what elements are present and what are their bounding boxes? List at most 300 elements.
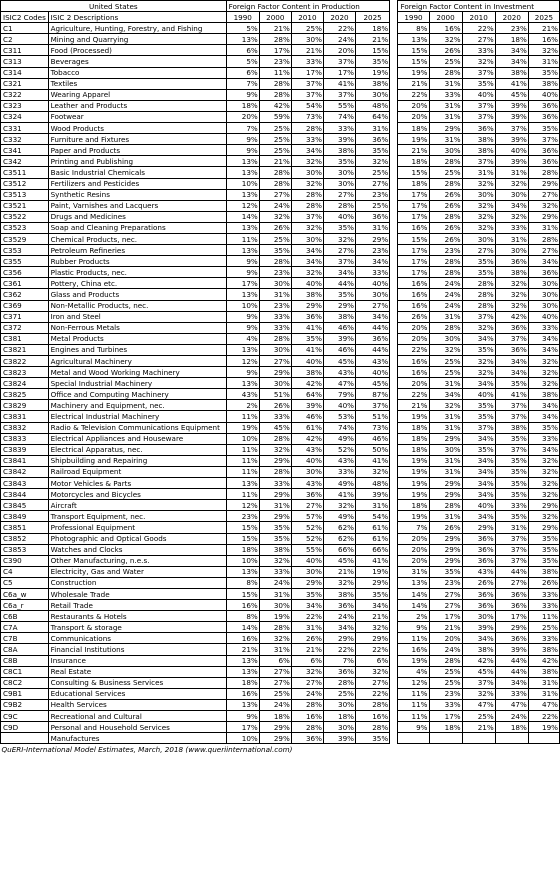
- investment-value-cell: 27%: [462, 34, 495, 45]
- table-body: [1, 23, 560, 744]
- production-value-cell: 11%: [226, 455, 259, 466]
- investment-value-cell: 39%: [495, 156, 528, 167]
- production-value-cell: 15%: [226, 533, 259, 544]
- production-value-cell: 6%: [226, 45, 259, 56]
- production-value-cell: 34%: [291, 256, 323, 267]
- production-value-cell: 28%: [259, 34, 291, 45]
- production-value-cell: 34%: [356, 600, 390, 611]
- table-row: [1, 733, 560, 744]
- description-cell: Watches and Clocks: [48, 544, 226, 555]
- isic-code-cell: C372: [1, 322, 49, 333]
- production-value-cell: 37%: [323, 256, 355, 267]
- investment-value-cell: 47%: [462, 699, 495, 710]
- investment-value-cell: 30%: [429, 145, 462, 156]
- investment-value-cell: 42%: [495, 311, 528, 322]
- investment-value-cell: 28%: [429, 256, 462, 267]
- gap-cell: [390, 699, 398, 710]
- production-value-cell: 40%: [356, 278, 390, 289]
- production-value-cell: 12%: [226, 500, 259, 511]
- investment-value-cell: 34%: [495, 367, 528, 378]
- production-value-cell: 27%: [291, 677, 323, 688]
- investment-value-cell: 32%: [462, 367, 495, 378]
- table-row: [1, 588, 560, 599]
- production-value-cell: 31%: [259, 644, 291, 655]
- production-value-cell: 43%: [291, 444, 323, 455]
- investment-value-cell: 28%: [528, 233, 559, 244]
- investment-value-cell: 17%: [495, 611, 528, 622]
- investment-value-cell: 41%: [495, 389, 528, 400]
- investment-value-cell: 32%: [528, 367, 559, 378]
- investment-value-cell: 28%: [429, 322, 462, 333]
- production-value-cell: 30%: [323, 699, 355, 710]
- year-header: 2000: [259, 12, 291, 23]
- investment-value-cell: 28%: [429, 267, 462, 278]
- production-value-cell: 41%: [356, 555, 390, 566]
- isic-code-cell: C8B: [1, 655, 49, 666]
- description-cell: Retail Trade: [48, 600, 226, 611]
- gap-cell: [390, 200, 398, 211]
- production-value-cell: 9%: [226, 311, 259, 322]
- production-value-cell: 35%: [323, 156, 355, 167]
- gap-cell: [390, 300, 398, 311]
- gap-cell: [390, 611, 398, 622]
- investment-value-cell: 21%: [528, 23, 559, 34]
- production-value-cell: 17%: [259, 45, 291, 56]
- production-value-cell: 7%: [226, 78, 259, 89]
- production-value-cell: 33%: [323, 123, 355, 134]
- gap-cell: [390, 34, 398, 45]
- investment-value-cell: 38%: [462, 134, 495, 145]
- investment-value-cell: 31%: [429, 378, 462, 389]
- investment-value-cell: 32%: [495, 178, 528, 189]
- production-value-cell: 29%: [259, 367, 291, 378]
- production-value-cell: 24%: [259, 200, 291, 211]
- investment-value-cell: 45%: [462, 666, 495, 677]
- gap-cell: [390, 455, 398, 466]
- production-value-cell: 36%: [356, 211, 390, 222]
- production-value-cell: 29%: [259, 489, 291, 500]
- production-value-cell: 29%: [323, 633, 355, 644]
- isic-code-cell: C3529: [1, 233, 49, 244]
- investment-value-cell: 21%: [398, 400, 429, 411]
- investment-value-cell: 37%: [462, 67, 495, 78]
- investment-value-cell: 30%: [462, 611, 495, 622]
- investment-value-cell: 27%: [528, 245, 559, 256]
- gap-cell: [390, 655, 398, 666]
- gap-cell: [390, 178, 398, 189]
- investment-value-cell: 20%: [398, 333, 429, 344]
- isic-code-cell: C3831: [1, 411, 49, 422]
- investment-value-cell: 27%: [429, 588, 462, 599]
- gap-cell: [390, 123, 398, 134]
- investment-value-cell: 26%: [429, 45, 462, 56]
- production-group-header: Foreign Factor Content in Production: [226, 1, 390, 12]
- description-cell: Wholesale Trade: [48, 588, 226, 599]
- production-value-cell: 25%: [356, 200, 390, 211]
- table-row: [1, 156, 560, 167]
- investment-value-cell: 41%: [495, 78, 528, 89]
- investment-value-cell: 18%: [398, 422, 429, 433]
- production-value-cell: 27%: [356, 677, 390, 688]
- table-row: [1, 644, 560, 655]
- production-value-cell: 46%: [356, 433, 390, 444]
- description-cell: Manufactures: [48, 733, 226, 744]
- investment-value-cell: 30%: [462, 233, 495, 244]
- investment-value-cell: 30%: [528, 289, 559, 300]
- isic-code-cell: C9C: [1, 711, 49, 722]
- gap-cell: [390, 478, 398, 489]
- table-row: [1, 367, 560, 378]
- description-cell: Beverages: [48, 56, 226, 67]
- isic-code-cell: C3839: [1, 444, 49, 455]
- investment-value-cell: 30%: [528, 300, 559, 311]
- investment-value-cell: 32%: [429, 34, 462, 45]
- production-value-cell: 11%: [226, 466, 259, 477]
- investment-value-cell: 18%: [495, 34, 528, 45]
- investment-value-cell: 31%: [429, 311, 462, 322]
- isic-code-cell: C3513: [1, 189, 49, 200]
- production-value-cell: 41%: [291, 344, 323, 355]
- isic-code-cell: C353: [1, 245, 49, 256]
- investment-value-cell: 26%: [429, 189, 462, 200]
- investment-value-cell: 16%: [398, 644, 429, 655]
- gap-cell: [390, 322, 398, 333]
- isic-code-cell: C362: [1, 289, 49, 300]
- investment-value-cell: 27%: [429, 600, 462, 611]
- investment-value-cell: 23%: [429, 577, 462, 588]
- investment-value-cell: 34%: [495, 56, 528, 67]
- investment-value-cell: 28%: [462, 289, 495, 300]
- isic-code-cell: C361: [1, 278, 49, 289]
- isic-code-cell: C331: [1, 123, 49, 134]
- production-value-cell: 28%: [291, 123, 323, 134]
- investment-value-cell: 18%: [398, 500, 429, 511]
- investment-value-cell: 37%: [495, 544, 528, 555]
- investment-value-cell: 35%: [495, 378, 528, 389]
- year-header: 1990: [226, 12, 259, 23]
- production-value-cell: 23%: [259, 56, 291, 67]
- production-value-cell: 54%: [356, 511, 390, 522]
- investment-value-cell: 38%: [495, 267, 528, 278]
- investment-value-cell: 19%: [398, 478, 429, 489]
- production-value-cell: 33%: [259, 566, 291, 577]
- production-value-cell: 32%: [323, 500, 355, 511]
- investment-value-cell: 11%: [398, 633, 429, 644]
- investment-value-cell: 26%: [429, 200, 462, 211]
- production-value-cell: 42%: [291, 378, 323, 389]
- production-value-cell: 17%: [226, 278, 259, 289]
- production-value-cell: 26%: [259, 222, 291, 233]
- production-value-cell: 28%: [259, 333, 291, 344]
- table-row: [1, 378, 560, 389]
- investment-value-cell: 33%: [495, 688, 528, 699]
- investment-value-cell: 2%: [398, 611, 429, 622]
- isic-code-cell: C3521: [1, 200, 49, 211]
- production-value-cell: 28%: [323, 677, 355, 688]
- production-value-cell: 34%: [323, 622, 355, 633]
- investment-value-cell: 32%: [528, 489, 559, 500]
- description-cell: Personal and Household Services: [48, 722, 226, 733]
- production-value-cell: 29%: [259, 722, 291, 733]
- production-value-cell: 9%: [226, 711, 259, 722]
- investment-value-cell: 44%: [495, 666, 528, 677]
- description-cell: Special Industrial Machinery: [48, 378, 226, 389]
- investment-value-cell: 36%: [528, 156, 559, 167]
- investment-value-cell: 17%: [429, 711, 462, 722]
- production-value-cell: 34%: [291, 145, 323, 156]
- investment-value-cell: 36%: [528, 267, 559, 278]
- production-value-cell: 33%: [259, 311, 291, 322]
- production-value-cell: 47%: [323, 378, 355, 389]
- production-value-cell: 10%: [226, 178, 259, 189]
- gap-cell: [390, 722, 398, 733]
- production-value-cell: 24%: [259, 577, 291, 588]
- table-row: [1, 455, 560, 466]
- production-value-cell: 19%: [259, 611, 291, 622]
- production-value-cell: 38%: [259, 544, 291, 555]
- description-cell: Transport Equipment, nec.: [48, 511, 226, 522]
- production-value-cell: 87%: [356, 389, 390, 400]
- isic-code-cell: C3853: [1, 544, 49, 555]
- isic-code-cell: C7A: [1, 622, 49, 633]
- investment-value-cell: 39%: [495, 111, 528, 122]
- gap-cell: [390, 67, 398, 78]
- investment-value-cell: 29%: [429, 489, 462, 500]
- production-value-cell: 30%: [259, 378, 291, 389]
- investment-value-cell: 32%: [528, 511, 559, 522]
- investment-value-cell: 26%: [429, 233, 462, 244]
- isic-code-cell: C9D: [1, 722, 49, 733]
- isic-code-cell: C8A: [1, 644, 49, 655]
- production-value-cell: 46%: [323, 344, 355, 355]
- production-value-cell: 32%: [356, 466, 390, 477]
- production-value-cell: 40%: [356, 367, 390, 378]
- production-value-cell: 45%: [323, 356, 355, 367]
- production-value-cell: 28%: [259, 622, 291, 633]
- production-value-cell: 32%: [259, 211, 291, 222]
- investment-value-cell: 28%: [528, 167, 559, 178]
- investment-value-cell: 36%: [495, 633, 528, 644]
- investment-value-cell: 45%: [495, 89, 528, 100]
- description-cell: Aircraft: [48, 500, 226, 511]
- gap-cell: [390, 533, 398, 544]
- isic-code-cell: C3825: [1, 389, 49, 400]
- investment-value-cell: 26%: [462, 577, 495, 588]
- production-value-cell: 25%: [259, 123, 291, 134]
- investment-value-cell: 32%: [495, 300, 528, 311]
- investment-value-cell: 9%: [398, 722, 429, 733]
- description-cell: Restaurants & Hotels: [48, 611, 226, 622]
- investment-value-cell: 28%: [429, 156, 462, 167]
- investment-value-cell: 18%: [398, 433, 429, 444]
- investment-value-cell: 15%: [398, 167, 429, 178]
- table-row: [1, 356, 560, 367]
- table-row: [1, 699, 560, 710]
- production-value-cell: 4%: [226, 333, 259, 344]
- description-cell: Communications: [48, 633, 226, 644]
- investment-value-cell: 42%: [528, 655, 559, 666]
- production-value-cell: 74%: [323, 422, 355, 433]
- production-value-cell: 21%: [226, 644, 259, 655]
- gap-cell: [390, 600, 398, 611]
- production-value-cell: 40%: [291, 278, 323, 289]
- isic-code-cell: C314: [1, 67, 49, 78]
- description-cell: Railroad Equipment: [48, 466, 226, 477]
- production-value-cell: 2%: [226, 400, 259, 411]
- investment-value-cell: 18%: [429, 722, 462, 733]
- investment-value-cell: 19%: [398, 455, 429, 466]
- investment-value-cell: 34%: [462, 511, 495, 522]
- investment-value-cell: 19%: [398, 489, 429, 500]
- description-cell: Petroleum Refineries: [48, 245, 226, 256]
- gap-cell: [390, 511, 398, 522]
- investment-value-cell: 36%: [462, 533, 495, 544]
- investment-value-cell: 40%: [462, 389, 495, 400]
- investment-value-cell: 31%: [528, 688, 559, 699]
- investment-value-cell: 33%: [528, 588, 559, 599]
- gap-cell: [390, 356, 398, 367]
- gap-cell: [390, 100, 398, 111]
- investment-value-cell: 35%: [462, 411, 495, 422]
- production-value-cell: 16%: [226, 600, 259, 611]
- investment-value-cell: 32%: [528, 455, 559, 466]
- table-row: [1, 433, 560, 444]
- table-row: [1, 600, 560, 611]
- production-value-cell: 22%: [356, 644, 390, 655]
- production-value-cell: 29%: [259, 511, 291, 522]
- table-row: [1, 633, 560, 644]
- table-row: [1, 222, 560, 233]
- production-value-cell: 53%: [323, 411, 355, 422]
- table-row: [1, 145, 560, 156]
- isic-code-cell: C3512: [1, 178, 49, 189]
- production-value-cell: 36%: [323, 666, 355, 677]
- production-value-cell: 18%: [226, 544, 259, 555]
- production-value-cell: 30%: [291, 167, 323, 178]
- investment-value-cell: 44%: [495, 566, 528, 577]
- production-value-cell: 16%: [226, 633, 259, 644]
- gap-cell: [390, 311, 398, 322]
- investment-value-cell: 37%: [495, 555, 528, 566]
- gap-cell: [390, 56, 398, 67]
- investment-value-cell: 37%: [462, 422, 495, 433]
- investment-value-cell: 31%: [429, 134, 462, 145]
- investment-value-cell: 31%: [528, 677, 559, 688]
- investment-value-cell: 36%: [495, 344, 528, 355]
- production-value-cell: 45%: [259, 422, 291, 433]
- investment-value-cell: 19%: [398, 411, 429, 422]
- gap-cell: [390, 677, 398, 688]
- investment-value-cell: 22%: [528, 711, 559, 722]
- investment-value-cell: 32%: [429, 344, 462, 355]
- investment-value-cell: 16%: [429, 23, 462, 34]
- investment-value-cell: 35%: [462, 78, 495, 89]
- production-value-cell: 21%: [323, 566, 355, 577]
- gap-cell: [390, 544, 398, 555]
- description-cell: Radio & Television Communications Equipment: [48, 422, 226, 433]
- description-cell: Other Manufacturing, n.e.s.: [48, 555, 226, 566]
- production-value-cell: 35%: [356, 588, 390, 599]
- investment-value-cell: 20%: [398, 378, 429, 389]
- investment-value-cell: 31%: [429, 78, 462, 89]
- investment-value-cell: 24%: [429, 278, 462, 289]
- gap-cell: [390, 389, 398, 400]
- gap-cell: [390, 189, 398, 200]
- production-value-cell: 28%: [356, 699, 390, 710]
- investment-value-cell: 37%: [462, 100, 495, 111]
- production-value-cell: 17%: [291, 67, 323, 78]
- production-value-cell: 25%: [291, 23, 323, 34]
- gap-cell: [390, 522, 398, 533]
- production-value-cell: 13%: [226, 245, 259, 256]
- investment-value-cell: 17%: [398, 245, 429, 256]
- investment-value-cell: 26%: [429, 522, 462, 533]
- investment-value-cell: 28%: [429, 178, 462, 189]
- production-value-cell: 21%: [259, 156, 291, 167]
- isic-code-cell: C4: [1, 566, 49, 577]
- production-value-cell: 52%: [291, 522, 323, 533]
- gap-cell: [390, 422, 398, 433]
- production-value-cell: 9%: [226, 134, 259, 145]
- description-cell: Basic Industrial Chemicals: [48, 167, 226, 178]
- investment-value-cell: 36%: [495, 322, 528, 333]
- gap-cell: [390, 588, 398, 599]
- investment-value-cell: 34%: [495, 356, 528, 367]
- gap-cell: [390, 566, 398, 577]
- investment-value-cell: 21%: [398, 145, 429, 156]
- production-value-cell: 32%: [356, 156, 390, 167]
- investment-value-cell: 37%: [495, 123, 528, 134]
- investment-value-cell: 37%: [462, 311, 495, 322]
- investment-value-cell: 32%: [528, 356, 559, 367]
- investment-value-cell: 32%: [528, 45, 559, 56]
- investment-value-cell: 36%: [462, 555, 495, 566]
- investment-value-cell: 34%: [462, 378, 495, 389]
- production-value-cell: 21%: [356, 611, 390, 622]
- investment-value-cell: 24%: [429, 300, 462, 311]
- production-value-cell: 9%: [226, 367, 259, 378]
- footer-row: [1, 744, 560, 755]
- isic-code-cell: C9B2: [1, 699, 49, 710]
- production-value-cell: 31%: [259, 588, 291, 599]
- investment-value-cell: 34%: [462, 489, 495, 500]
- isic-code-cell: C371: [1, 311, 49, 322]
- production-value-cell: 31%: [356, 500, 390, 511]
- production-value-cell: 9%: [226, 322, 259, 333]
- production-value-cell: 30%: [259, 278, 291, 289]
- investment-value-cell: 17%: [398, 267, 429, 278]
- investment-value-cell: 16%: [398, 289, 429, 300]
- investment-value-cell: 43%: [462, 566, 495, 577]
- table-row: [1, 111, 560, 122]
- production-value-cell: 25%: [323, 688, 355, 699]
- production-value-cell: 51%: [356, 411, 390, 422]
- production-value-cell: 49%: [323, 433, 355, 444]
- description-cell: Health Services: [48, 699, 226, 710]
- investment-value-cell: 29%: [429, 123, 462, 134]
- table-row: [1, 566, 560, 577]
- investment-value-cell: 30%: [429, 333, 462, 344]
- table-row: [1, 200, 560, 211]
- production-value-cell: 32%: [291, 222, 323, 233]
- description-cell: Food (Processed): [48, 45, 226, 56]
- investment-value-cell: 47%: [528, 699, 559, 710]
- investment-value-cell: 25%: [429, 167, 462, 178]
- table-row: [1, 311, 560, 322]
- investment-value-cell: 28%: [462, 300, 495, 311]
- production-value-cell: 22%: [323, 644, 355, 655]
- production-value-cell: 30%: [291, 466, 323, 477]
